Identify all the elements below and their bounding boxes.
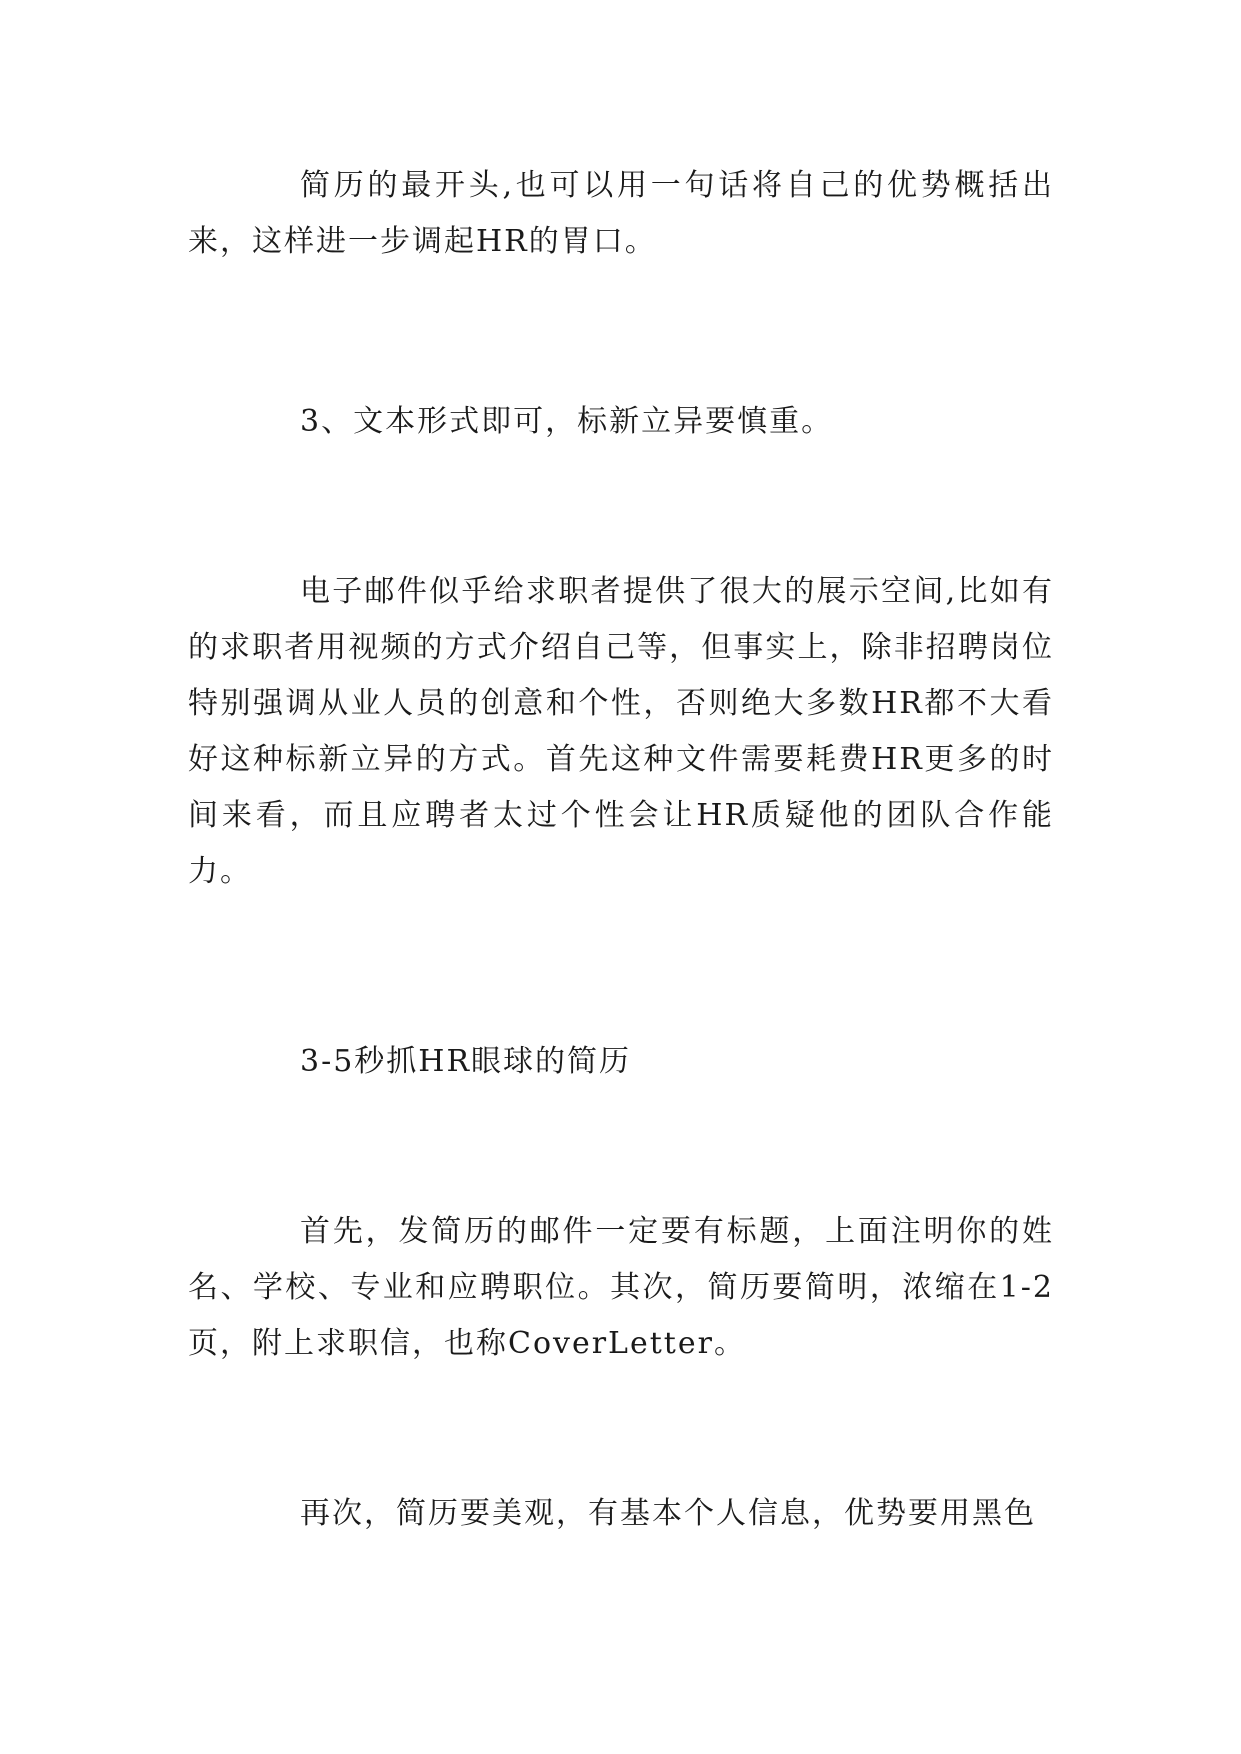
paragraph-email-presentation: 电子邮件似乎给求职者提供了很大的展示空间,比如有的求职者用视频的方式介绍自己等，但事实上，除非招聘岗位特别强调从业人员的创意和个性，否则绝大多数HR都不大看好这种标新立异的方式。首先这种文件需要耗费HR更多的时间来看，而且应聘者太过个性会让HR质疑他的团队合作能力。 [188,574,1054,889]
section-heading-eye-catching-resume: 3-5秒抓HR眼球的简历 [300,1044,632,1079]
paragraph-resume-appearance: 再次，简历要美观，有基本个人信息，优势要用黑色 [300,1496,1036,1531]
paragraph-email-title: 首先，发简历的邮件一定要有标题，上面注明你的姓名、学校、专业和应聘职位。其次，简历要简明，浓缩在1-2页，附上求职信，也称CoverLetter。 [188,1214,1054,1361]
section-heading-text-format: 3、文本形式即可，标新立异要慎重。 [300,404,834,439]
paragraph-resume-opening: 简历的最开头,也可以用一句话将自己的优势概括出来，这样进一步调起HR的胃口。 [188,168,1054,259]
